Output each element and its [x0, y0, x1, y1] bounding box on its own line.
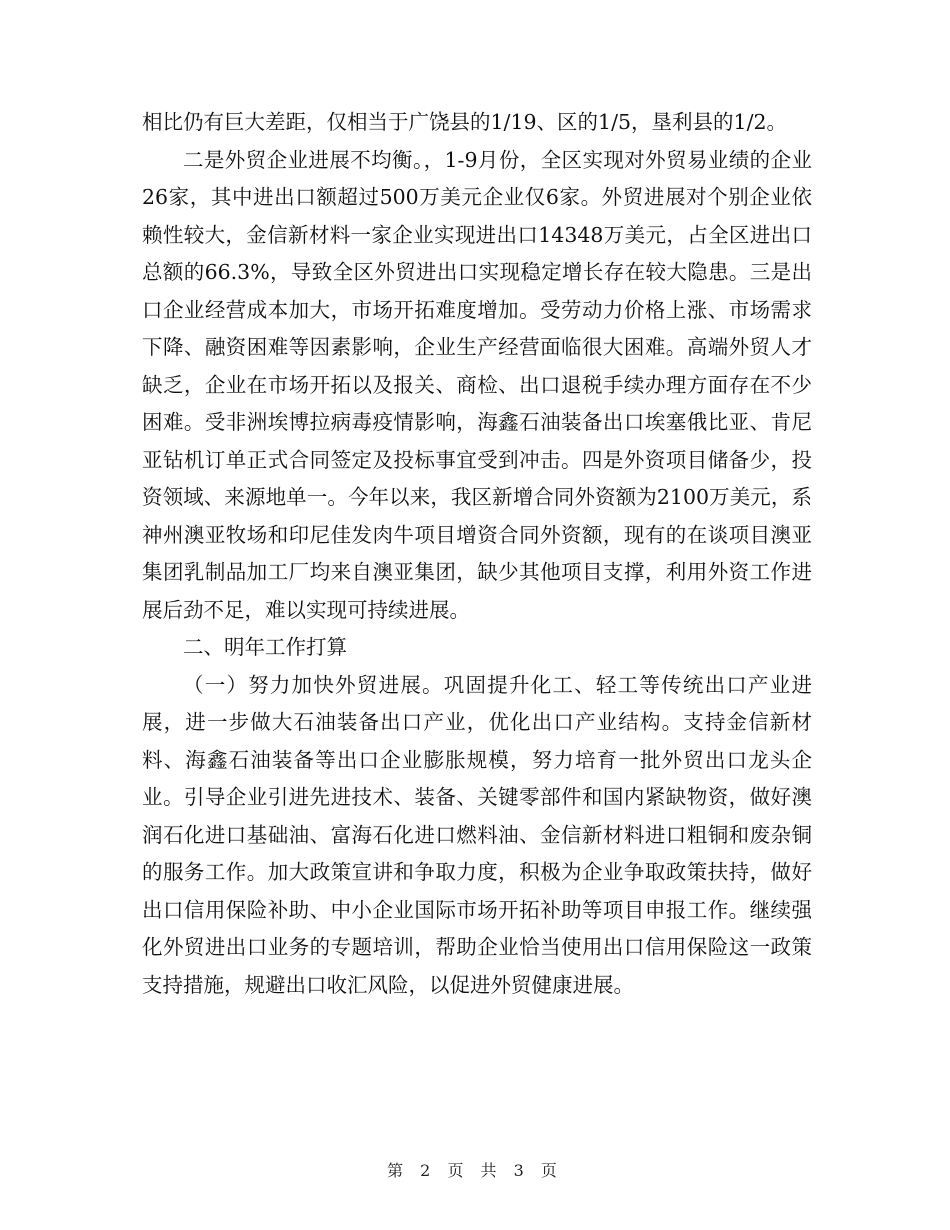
- paragraph-foreign-trade-issues: 二是外贸企业进展不均衡。，1-9月份，全区实现对外贸易业绩的企业26家，其中进出口额超过500万美元企业仅6家。外贸进展对个别企业依赖性较大，金信新材料一家企业实现进出口14348万美元，占全区进出口总额的66.3%，导致全区外贸进出口实现稳定增长存在较大隐患。三是出口企业经营成本加大，市场开拓难度增加。受劳动力价格上涨、市场需求下降、融资困难等因素影响，企业生产经营面临很大困难。高端外贸人才缺乏，企业在市场开拓以及报关、商检、出口退税手续办理方面存在不少困难。受非洲埃博拉病毒疫情影响，海鑫石油装备出口埃塞俄比亚、肯尼亚钻机订单正式合同签定及投标事宜受到冲击。四是外资项目储备少，投资领域、来源地单一。今年以来，我区新增合同外资额为2100万美元，系神州澳亚牧场和印尼佳发肉牛项目增资合同外资额，现有的在谈项目澳亚集团乳制品加工厂均来自澳亚集团，缺少其他项目支撑，利用外资工作进展后劲不足，难以实现可持续进展。: [142, 147, 812, 622]
- paragraph-continuation: 相比仍有巨大差距，仅相当于广饶县的1/19、区的1/5，垦利县的1/2。: [142, 110, 788, 134]
- document-body: [142, 104, 812, 1004]
- paragraph-accelerate-trade: （一）努力加快外贸进展。巩固提升化工、轻工等传统出口产业进展，进一步做大石油装备出口产业，优化出口产业结构。支持金信新材料、海鑫石油装备等出口企业膨胀规模，努力培育一批外贸出口龙头企业。引导企业引进先进技术、装备、关键零部件和国内紧缺物资，做好澳润石化进口基础油、富海石化进口燃料油、金信新材料进口粗铜和废杂铜的服务工作。加大政策宣讲和争取力度，积极为企业争取政策扶持，做好出口信用保险补助、中小企业国际市场开拓补助等项目申报工作。继续强化外贸进出口业务的专题培训，帮助企业恰当使用出口信用保险这一政策支持措施，规避出口收汇风险，以促进外贸健康进展。: [142, 672, 812, 997]
- section-heading-next-year-plan: 二、明年工作打算: [183, 635, 347, 659]
- page-footer: 第 2 页 共 3 页: [387, 1161, 563, 1180]
